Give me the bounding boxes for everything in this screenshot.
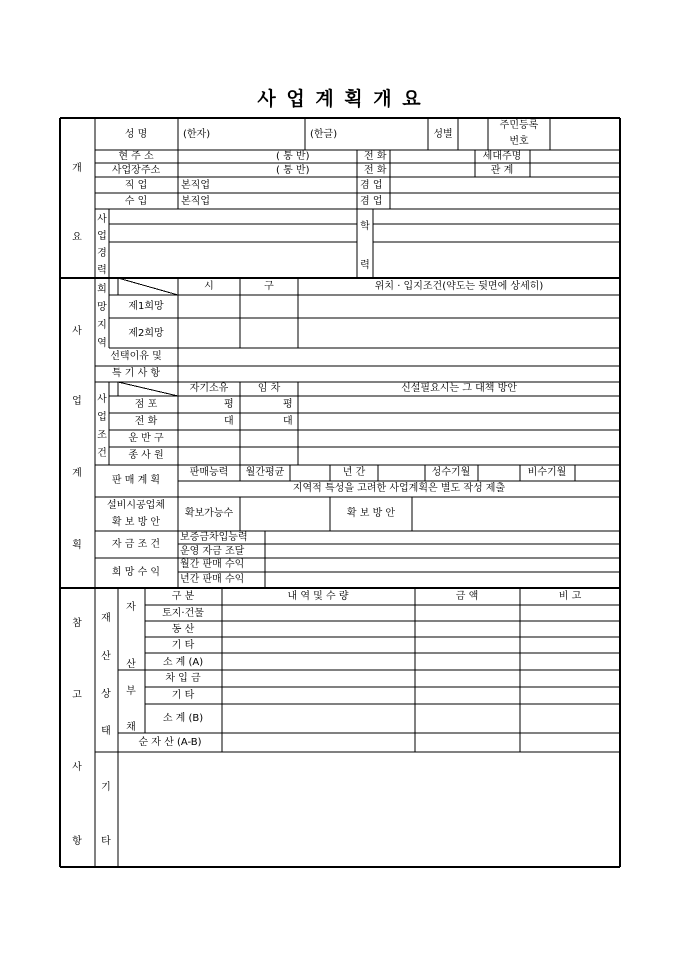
conditions-label: 조 (97, 430, 107, 441)
sales-capacity-label: 판매능력 (189, 467, 229, 478)
side-job-income-label: 겸 업 (360, 196, 383, 207)
conditions-header: 위치 · 입지조건(약도는 뒷면에 상세히) (374, 281, 544, 292)
section-label-reference: 항 (72, 836, 82, 847)
debt-label: 부 (126, 686, 136, 697)
section-label-overview: 요 (72, 232, 82, 243)
side-job-label: 겸 업 (360, 180, 383, 191)
status-label: 태 (101, 726, 111, 737)
page-title: 사 업 계 획 개 요 (257, 88, 423, 110)
unit-pyeong: 평 (283, 399, 293, 410)
category-header: 구 분 (171, 591, 195, 602)
finance-row-label: 기 타 (171, 690, 195, 701)
guarantee-label: 보증금차입능력 (180, 532, 248, 543)
section-label-plan: 사 (72, 326, 82, 337)
off-month-label: 비수기월 (527, 467, 567, 478)
main-job-income-label: 본직업 (181, 196, 210, 207)
other-label: 타 (101, 836, 111, 847)
other-label: 기 (101, 782, 111, 793)
rent-header: 임 차 (257, 383, 281, 394)
location-label: 지 (97, 320, 107, 331)
unit-dae: 대 (283, 416, 293, 427)
operating-funds-label: 운영 자금 조달 (180, 546, 245, 557)
amount-header: 금 액 (455, 591, 479, 602)
main-job-label: 본직업 (181, 180, 210, 191)
career-label: 경 (97, 248, 107, 259)
phone-label: 전 화 (364, 151, 387, 162)
annual-profit-label: 년간 판매 수익 (180, 574, 245, 585)
reason-label: 선택이유 및 (110, 351, 162, 362)
gender-label: 성별 (433, 129, 453, 140)
peak-month-label: 성수기월 (431, 467, 471, 478)
location-label: 역 (97, 338, 107, 349)
first-choice-label: 제1희망 (128, 301, 164, 312)
second-choice-label: 제2희망 (128, 328, 164, 339)
section-label-overview: 개 (72, 163, 82, 174)
finance-row-label: 기 타 (171, 640, 195, 651)
diagonal-1 (118, 278, 178, 295)
business-phone-label: 전 화 (364, 165, 387, 176)
diagonal-2 (118, 382, 178, 396)
funds-label: 자 금 조 건 (111, 539, 161, 550)
facility-label: 설비시공업체 (107, 500, 165, 511)
household-head-label: 세대주명 (482, 151, 522, 162)
occupation-label: 직 업 (124, 180, 148, 191)
annual-label: 년 간 (342, 467, 366, 478)
unit-pyeong: 평 (224, 399, 234, 410)
education-label: 력 (360, 260, 370, 271)
career-label: 업 (97, 231, 107, 242)
location-label: 희 (97, 284, 107, 295)
facility-plan-label: 확 보 방 안 (346, 508, 396, 519)
finance-row-label: 토지·건물 (162, 608, 204, 619)
section-label-reference: 고 (72, 690, 82, 701)
asset-label: 산 (126, 659, 136, 670)
facility-label: 확 보 방 안 (111, 517, 161, 528)
relation-label: 관 계 (490, 165, 514, 176)
asset-label: 자 (126, 602, 136, 613)
debt-label: 채 (126, 722, 136, 733)
status-label: 산 (101, 651, 111, 662)
staff-label: 종 사 원 (128, 450, 164, 461)
section-label-reference: 참 (72, 618, 82, 629)
availability-label: 확보가능수 (184, 508, 234, 519)
conditions-label: 사 (97, 394, 107, 405)
address-tongban: ( 통 반) (276, 151, 310, 162)
hangul-label: (한글) (310, 129, 338, 140)
reason-label: 특 기 사 항 (111, 368, 161, 379)
monthly-profit-label: 월간 판매 수익 (180, 559, 245, 570)
monthly-average-label: 월간평균 (245, 467, 285, 478)
store-label: 점 포 (134, 399, 158, 410)
status-label: 재 (101, 613, 111, 624)
section-label-reference: 사 (72, 762, 82, 773)
business-tongban: ( 통 반) (276, 165, 310, 176)
remarks-header: 비 고 (558, 591, 582, 602)
business-address-label: 사업장주소 (111, 165, 161, 176)
sales-note: 지역적 특성을 고려한 사업계획은 별도 작성 제출 (292, 483, 506, 494)
city-header: 시 (204, 281, 214, 292)
transport-label: 운 반 구 (128, 433, 164, 444)
new-build-header: 신설필요시는 그 대책 방안 (401, 383, 517, 394)
career-label: 사 (97, 214, 107, 225)
sales-plan-label: 판 매 계 획 (111, 475, 161, 486)
section-label-plan: 획 (72, 540, 82, 551)
career-label: 력 (97, 265, 107, 276)
conditions-label: 건 (97, 448, 107, 459)
finance-row-label: 동 산 (171, 624, 195, 635)
finance-row-label: 소 계 (B) (162, 713, 204, 724)
finance-row-label: 차 입 금 (165, 673, 201, 684)
address-label: 현 주 소 (118, 151, 154, 162)
rrn-label: 주민등록 (499, 120, 539, 131)
name-label: 성 명 (124, 129, 148, 140)
unit-dae: 대 (224, 416, 234, 427)
income-label: 수 입 (124, 196, 148, 207)
own-header: 자기소유 (189, 383, 229, 394)
finance-row-label: 소 계 (A) (162, 657, 204, 668)
net-assets-label: 순 자 산 (A-B) (138, 737, 202, 748)
location-label: 망 (97, 302, 107, 313)
profit-label: 희 망 수 익 (111, 567, 161, 578)
status-label: 상 (101, 689, 111, 700)
section-label-plan: 업 (72, 396, 82, 407)
hanja-label: (한자) (183, 129, 211, 140)
phone-count-label: 전 화 (134, 416, 158, 427)
details-header: 내 역 및 수 량 (287, 591, 349, 602)
conditions-label: 업 (97, 412, 107, 423)
district-header: 구 (264, 281, 274, 292)
rrn-label: 번호 (509, 136, 529, 147)
section-label-plan: 계 (72, 468, 82, 479)
education-label: 학 (360, 221, 370, 232)
